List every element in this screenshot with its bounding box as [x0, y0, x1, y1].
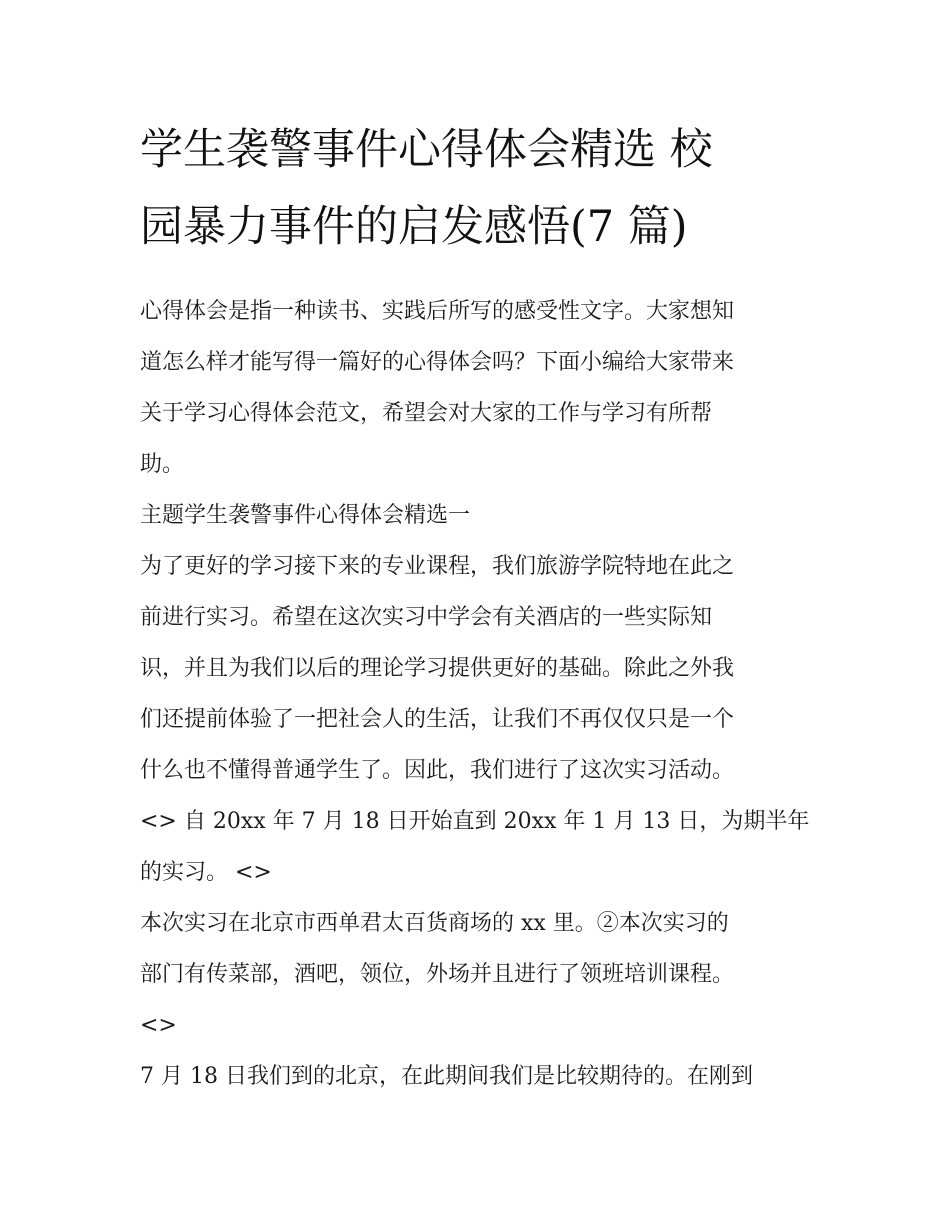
body-line: 前进行实习。希望在这次实习中学会有关酒店的一些实际知	[140, 605, 713, 630]
intro-line: 助。	[140, 452, 185, 477]
body-line: <> 自 20xx 年 7 月 18 日开始直到 20xx 年 1 月 13 日，为期半年	[140, 809, 810, 834]
intro-line: 道怎么样才能写得一篇好的心得体会吗？下面小编给大家带来	[140, 350, 735, 375]
title-line: 学生袭警事件心得体会精选 校	[140, 125, 713, 175]
document-page	[140, 112, 812, 1102]
intro-line: 关于学习心得体会范文，希望会对大家的工作与学习有所帮	[140, 401, 713, 426]
body-line: 什么也不懂得普通学生了。因此，我们进行了这次实习活动。	[140, 758, 735, 783]
document-title	[140, 112, 812, 266]
body-line: 识，并且为我们以后的理论学习提供更好的基础。除此之外我	[140, 656, 735, 681]
body-paragraph-1	[140, 541, 812, 796]
body-line: 部门有传菜部，酒吧，领位，外场并且进行了领班培训课程。	[140, 962, 735, 987]
body-paragraph-2	[140, 796, 812, 898]
intro-line: 心得体会是指一种读书、实践后所写的感受性文字。大家想知	[140, 299, 735, 324]
body-line: <>	[140, 1013, 177, 1038]
title-line: 园暴力事件的启发感悟(7 篇)	[140, 202, 688, 252]
intro-paragraph	[140, 286, 812, 490]
body-line: 们还提前体验了一把社会人的生活，让我们不再仅仅只是一个	[140, 707, 735, 732]
body-paragraph-4	[140, 1051, 812, 1102]
body-paragraph-3	[140, 898, 812, 1051]
section-heading: 主题学生袭警事件心得体会精选一	[140, 503, 471, 528]
body-line: 的实习。 <>	[140, 860, 272, 885]
body-line: 本次实习在北京市西单君太百货商场的 xx 里。②本次实习的	[140, 911, 729, 936]
body-line: 为了更好的学习接下来的专业课程，我们旅游学院特地在此之	[140, 554, 735, 579]
body-line: 7 月 18 日我们到的北京，在此期间我们是比较期待的。在刚到	[140, 1064, 753, 1089]
